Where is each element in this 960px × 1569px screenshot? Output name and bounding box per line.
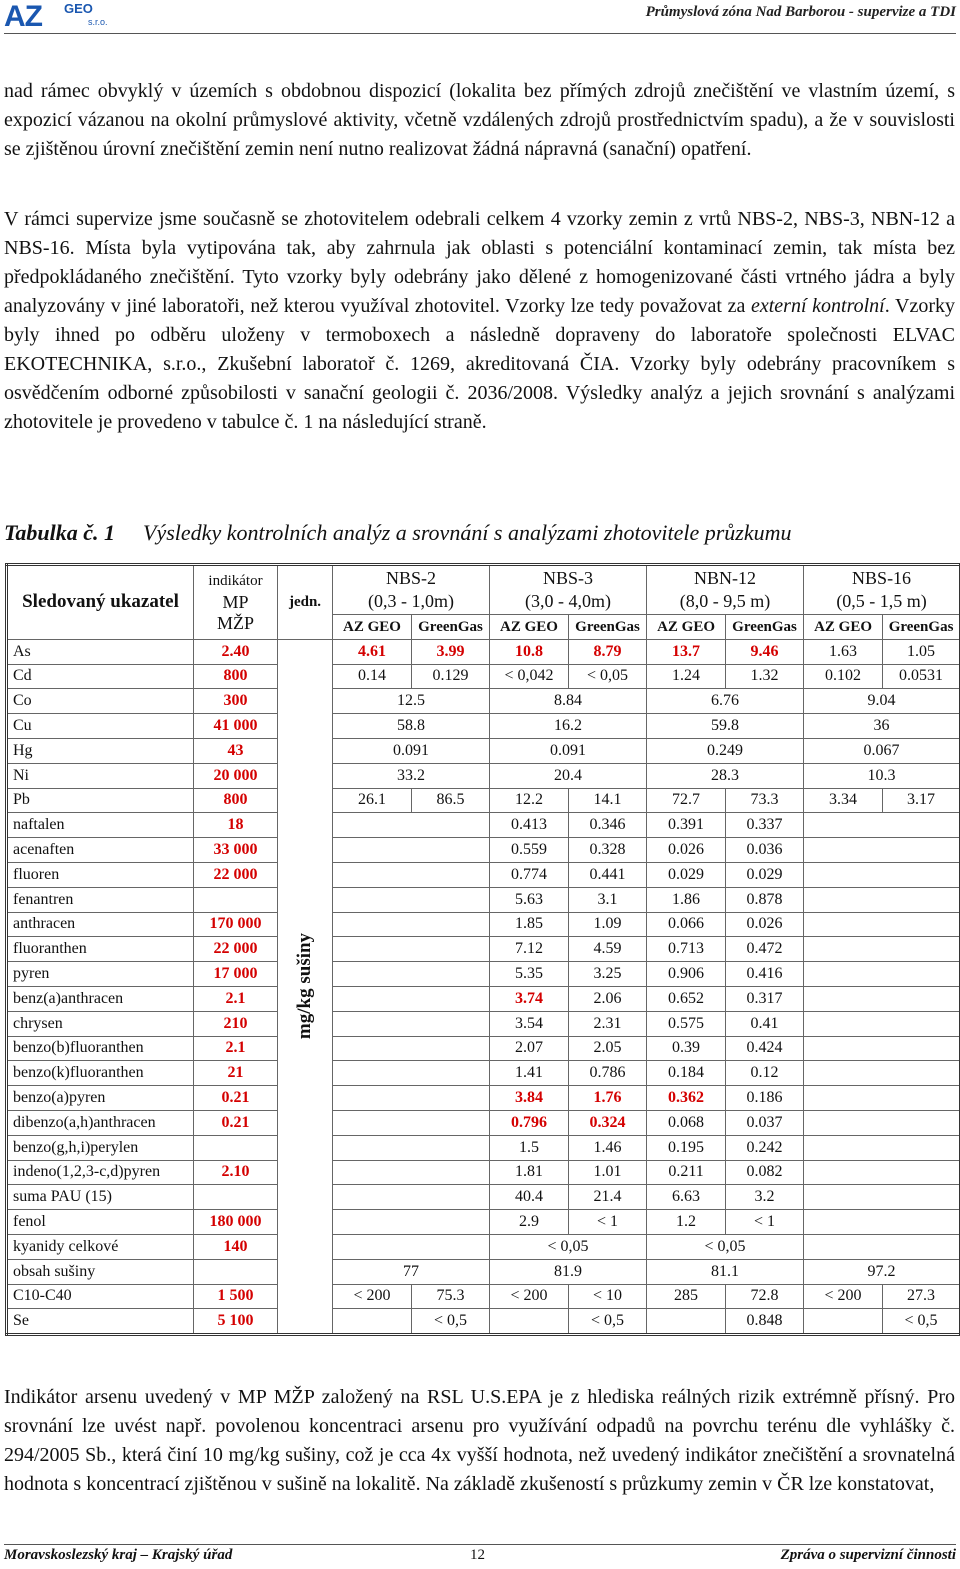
header-lab-greengas: GreenGas xyxy=(883,615,960,640)
parameter-name: benzo(k)fluoranthen xyxy=(7,1061,194,1086)
table-row xyxy=(7,788,960,813)
result-value: 75.3 xyxy=(412,1284,490,1309)
parameter-name: benzo(a)pyren xyxy=(7,1086,194,1111)
header-lab-greengas: GreenGas xyxy=(726,615,804,640)
result-value xyxy=(333,862,490,887)
result-value: 9.46 xyxy=(726,639,804,664)
indicator-limit xyxy=(194,1259,278,1284)
result-value: 5.35 xyxy=(490,962,569,987)
parameter-name: dibenzo(a,h)anthracen xyxy=(7,1110,194,1135)
parameter-name: kyanidy celkové xyxy=(7,1234,194,1259)
result-value xyxy=(647,1309,726,1335)
result-value: 0.026 xyxy=(647,838,726,863)
table-row xyxy=(7,838,960,863)
table-row xyxy=(7,1011,960,1036)
result-value: 3.34 xyxy=(804,788,883,813)
result-value: 0.39 xyxy=(647,1036,726,1061)
result-value: < 0,5 xyxy=(412,1309,490,1335)
result-value: 3.1 xyxy=(569,887,647,912)
result-value: 0.186 xyxy=(726,1086,804,1111)
result-value: 12.2 xyxy=(490,788,569,813)
result-value: 1.46 xyxy=(569,1135,647,1160)
result-value xyxy=(804,1135,960,1160)
page-number: 12 xyxy=(470,1547,485,1563)
result-value: 73.3 xyxy=(726,788,804,813)
paragraph-arsenic: Indikátor arsenu uvedený v MP MŽP založený na RSL U.S.EPA je z hlediska reálných rizik extrémně přísný. Pro srovnání lze uvést např. povolenou koncentraci arsenu pro využívání odpadů na povrchu terénu dle vyhlášky č. 294/2005 Sb., která činí 10 mg/kg sušiny, což je cca 4x vyšší hodnota, než uvedený indikátor znečištění a srovnatelná hodnota s koncentrací zjištěnou v sušině na lokalitě. Na základě zkušeností s průzkumy zemin v ČR lze konstatovat, xyxy=(4,1386,955,1495)
result-value xyxy=(804,1160,960,1185)
header-lab-greengas: GreenGas xyxy=(569,615,647,640)
table-row xyxy=(7,887,960,912)
result-value xyxy=(804,887,960,912)
result-value: 3.99 xyxy=(412,639,490,664)
result-value: 26.1 xyxy=(333,788,412,813)
result-value: 36 xyxy=(804,714,960,739)
indicator-limit: 22 000 xyxy=(194,937,278,962)
table-caption-label: Tabulka č. 1 xyxy=(4,520,116,545)
result-value: 2.9 xyxy=(490,1210,569,1235)
result-value: 0.413 xyxy=(490,813,569,838)
result-value: 0.346 xyxy=(569,813,647,838)
table-row xyxy=(7,738,960,763)
logo-main-text: AZ xyxy=(4,0,42,33)
result-value: < 1 xyxy=(726,1210,804,1235)
header-indicator xyxy=(194,565,278,640)
well-name: NBS-16 xyxy=(852,568,912,588)
indicator-limit: 20 000 xyxy=(194,763,278,788)
parameter-name: benz(a)anthracen xyxy=(7,986,194,1011)
parameter-name: fluoranthen xyxy=(7,937,194,962)
header-divider xyxy=(4,33,956,34)
result-value: 40.4 xyxy=(490,1185,569,1210)
result-value: < 1 xyxy=(569,1210,647,1235)
result-value: 0.848 xyxy=(726,1309,804,1335)
parameter-name: benzo(b)fluoranthen xyxy=(7,1036,194,1061)
table-row xyxy=(7,1160,960,1185)
result-value: 0.068 xyxy=(647,1110,726,1135)
table-row xyxy=(7,664,960,689)
result-value xyxy=(804,937,960,962)
result-value: 1.63 xyxy=(804,639,883,664)
paragraph-supervision-emphasis: externí kontrolní xyxy=(750,295,885,317)
header-lab-greengas: GreenGas xyxy=(412,615,490,640)
result-value: < 0,05 xyxy=(490,1234,647,1259)
well-depth: (0,3 - 1,0m) xyxy=(368,591,454,611)
result-value xyxy=(333,1135,490,1160)
result-value: 5.63 xyxy=(490,887,569,912)
result-value: < 200 xyxy=(333,1284,412,1309)
logo-geo-text: GEO xyxy=(64,1,93,16)
parameter-name: fluoren xyxy=(7,862,194,887)
result-value: 2.07 xyxy=(490,1036,569,1061)
result-value: 10.8 xyxy=(490,639,569,664)
company-logo xyxy=(4,0,108,33)
logo-sro-text: s.r.o. xyxy=(88,17,108,27)
table-row xyxy=(7,986,960,1011)
header-indicator-line2: MP xyxy=(222,591,249,612)
result-value: 3.54 xyxy=(490,1011,569,1036)
table-row xyxy=(7,1234,960,1259)
table-row xyxy=(7,1284,960,1309)
indicator-limit: 17 000 xyxy=(194,962,278,987)
result-value: 0.029 xyxy=(647,862,726,887)
table-row xyxy=(7,689,960,714)
table-row xyxy=(7,813,960,838)
result-value: 0.362 xyxy=(647,1086,726,1111)
header-indicator-line1: indikátor xyxy=(208,572,263,589)
result-value: 6.63 xyxy=(647,1185,726,1210)
parameter-name: C10-C40 xyxy=(7,1284,194,1309)
result-value xyxy=(804,1110,960,1135)
result-value: 3.74 xyxy=(490,986,569,1011)
table-row xyxy=(7,763,960,788)
indicator-limit: 41 000 xyxy=(194,714,278,739)
table-row xyxy=(7,937,960,962)
table-row xyxy=(7,1210,960,1235)
result-value xyxy=(804,838,960,863)
results-table xyxy=(5,563,960,1336)
result-value: 0.102 xyxy=(804,664,883,689)
result-value: 4.59 xyxy=(569,937,647,962)
result-value xyxy=(804,1309,883,1335)
result-value: 0.036 xyxy=(726,838,804,863)
result-value: 0.391 xyxy=(647,813,726,838)
indicator-limit: 2.1 xyxy=(194,1036,278,1061)
parameter-name: fenantren xyxy=(7,887,194,912)
result-value: 0.211 xyxy=(647,1160,726,1185)
header-title: Průmyslová zóna Nad Barborou - supervize a TDI xyxy=(645,4,956,20)
result-value: 0.878 xyxy=(726,887,804,912)
result-value: 86.5 xyxy=(412,788,490,813)
header-lab-azgeo: AZ GEO xyxy=(647,615,726,640)
result-value: 0.652 xyxy=(647,986,726,1011)
indicator-limit: 0.21 xyxy=(194,1086,278,1111)
result-value: 3.2 xyxy=(726,1185,804,1210)
indicator-limit: 0.21 xyxy=(194,1110,278,1135)
result-value: 1.24 xyxy=(647,664,726,689)
result-value: 21.4 xyxy=(569,1185,647,1210)
parameter-name: naftalen xyxy=(7,813,194,838)
table-row xyxy=(7,1110,960,1135)
parameter-name: Cu xyxy=(7,714,194,739)
indicator-limit: 210 xyxy=(194,1011,278,1036)
parameter-name: chrysen xyxy=(7,1011,194,1036)
indicator-limit: 22 000 xyxy=(194,862,278,887)
table-row xyxy=(7,639,960,664)
parameter-name: Pb xyxy=(7,788,194,813)
result-value xyxy=(804,813,960,838)
result-value: 0.184 xyxy=(647,1061,726,1086)
result-value: < 200 xyxy=(490,1284,569,1309)
result-value: 0.328 xyxy=(569,838,647,863)
result-value: 16.2 xyxy=(490,714,647,739)
parameter-name: Co xyxy=(7,689,194,714)
result-value: < 0,042 xyxy=(490,664,569,689)
result-value: 3.17 xyxy=(883,788,960,813)
result-value: 72.8 xyxy=(726,1284,804,1309)
parameter-name: Cd xyxy=(7,664,194,689)
result-value: 0.037 xyxy=(726,1110,804,1135)
result-value: 58.8 xyxy=(333,714,490,739)
result-value xyxy=(333,986,490,1011)
parameter-name: acenaften xyxy=(7,838,194,863)
result-value: 0.317 xyxy=(726,986,804,1011)
header-unit: jedn. xyxy=(278,565,333,640)
result-value: 72.7 xyxy=(647,788,726,813)
result-value xyxy=(333,1036,490,1061)
result-value xyxy=(333,1011,490,1036)
result-value: 12.5 xyxy=(333,689,490,714)
result-value: 0.337 xyxy=(726,813,804,838)
result-value: 2.06 xyxy=(569,986,647,1011)
result-value: 0.066 xyxy=(647,912,726,937)
result-value: 0.067 xyxy=(804,738,960,763)
result-value: 10.3 xyxy=(804,763,960,788)
unit-cell xyxy=(278,639,333,1334)
result-value: 0.195 xyxy=(647,1135,726,1160)
indicator-limit xyxy=(194,887,278,912)
unit-label: mg/kg sušiny xyxy=(294,933,315,1040)
result-value: 1.76 xyxy=(569,1086,647,1111)
parameter-name: benzo(g,h,i)perylen xyxy=(7,1135,194,1160)
table-caption xyxy=(4,520,792,546)
result-value: 1.01 xyxy=(569,1160,647,1185)
result-value: 0.786 xyxy=(569,1061,647,1086)
result-value: 9.04 xyxy=(804,689,960,714)
result-value xyxy=(804,1185,960,1210)
results-table-body xyxy=(7,639,960,1334)
header-lab-azgeo: AZ GEO xyxy=(333,615,412,640)
well-name: NBS-2 xyxy=(386,568,437,588)
result-value: 4.61 xyxy=(333,639,412,664)
indicator-limit xyxy=(194,1185,278,1210)
paragraph-intro: nad rámec obvyklý v územích s obdobnou dispozicí (lokalita bez přímých zdrojů znečištění ve vlastním území, s expozicí vázanou na okolní průmyslové aktivity, včetně vzdálených zdrojů prostřednictvím spadu), a že v souvislosti se zjištěnou úrovní znečištění zemin není nutno realizovat žádná nápravná (sanační) opatření. xyxy=(4,80,955,160)
indicator-limit: 2.10 xyxy=(194,1160,278,1185)
parameter-name: As xyxy=(7,639,194,664)
result-value: 6.76 xyxy=(647,689,804,714)
result-value: 3.25 xyxy=(569,962,647,987)
header-well-nbs3 xyxy=(490,565,647,615)
parameter-name: Hg xyxy=(7,738,194,763)
indicator-limit: 33 000 xyxy=(194,838,278,863)
footer-left: Moravskoslezský kraj – Krajský úřad xyxy=(4,1547,233,1563)
result-value: < 200 xyxy=(804,1284,883,1309)
header-well-nbs2 xyxy=(333,565,490,615)
indicator-limit: 800 xyxy=(194,788,278,813)
result-value: 3.84 xyxy=(490,1086,569,1111)
result-value xyxy=(333,1160,490,1185)
result-value: 1.09 xyxy=(569,912,647,937)
result-value: < 0,5 xyxy=(883,1309,960,1335)
result-value: 97.2 xyxy=(804,1259,960,1284)
parameter-name: Ni xyxy=(7,763,194,788)
result-value: 0.029 xyxy=(726,862,804,887)
header-well-nbn12 xyxy=(647,565,804,615)
result-value: 0.41 xyxy=(726,1011,804,1036)
result-value: 0.441 xyxy=(569,862,647,887)
result-value: 7.12 xyxy=(490,937,569,962)
table-row xyxy=(7,1185,960,1210)
result-value: < 10 xyxy=(569,1284,647,1309)
result-value: 20.4 xyxy=(490,763,647,788)
result-value: 77 xyxy=(333,1259,490,1284)
parameter-name: suma PAU (15) xyxy=(7,1185,194,1210)
header-parameter: Sledovaný ukazatel xyxy=(7,565,194,640)
indicator-limit: 1 500 xyxy=(194,1284,278,1309)
result-value: 2.05 xyxy=(569,1036,647,1061)
result-value: 0.14 xyxy=(333,664,412,689)
result-value xyxy=(804,1036,960,1061)
result-value xyxy=(490,1309,569,1335)
result-value: 0.082 xyxy=(726,1160,804,1185)
indicator-limit: 800 xyxy=(194,664,278,689)
result-value: 0.575 xyxy=(647,1011,726,1036)
result-value: 1.2 xyxy=(647,1210,726,1235)
header-lab-azgeo: AZ GEO xyxy=(490,615,569,640)
result-value: 0.026 xyxy=(726,912,804,937)
parameter-name: pyren xyxy=(7,962,194,987)
result-value: 0.774 xyxy=(490,862,569,887)
result-value xyxy=(333,1309,412,1335)
result-value: 0.713 xyxy=(647,937,726,962)
result-value xyxy=(333,912,490,937)
result-value: 8.84 xyxy=(490,689,647,714)
well-depth: (8,0 - 9,5 m) xyxy=(679,591,771,611)
table-caption-text: Výsledky kontrolních analýz a srovnání s analýzami zhotovitele průzkumu xyxy=(143,520,792,545)
result-value: 0.324 xyxy=(569,1110,647,1135)
table-row xyxy=(7,1309,960,1335)
indicator-limit: 140 xyxy=(194,1234,278,1259)
footer-right: Zpráva o supervizní činnosti xyxy=(780,1547,956,1563)
table-row xyxy=(7,1259,960,1284)
result-value xyxy=(804,1011,960,1036)
parameter-name: obsah sušiny xyxy=(7,1259,194,1284)
result-value: 2.31 xyxy=(569,1011,647,1036)
result-value xyxy=(333,887,490,912)
result-value: 81.1 xyxy=(647,1259,804,1284)
result-value: 1.05 xyxy=(883,639,960,664)
result-value: 1.85 xyxy=(490,912,569,937)
result-value: 14.1 xyxy=(569,788,647,813)
result-value xyxy=(333,1110,490,1135)
indicator-limit: 180 000 xyxy=(194,1210,278,1235)
result-value: 0.129 xyxy=(412,664,490,689)
result-value xyxy=(804,962,960,987)
result-value: 0.559 xyxy=(490,838,569,863)
result-value: 0.091 xyxy=(333,738,490,763)
indicator-limit xyxy=(194,1135,278,1160)
indicator-limit: 2.40 xyxy=(194,639,278,664)
result-value: 0.906 xyxy=(647,962,726,987)
result-value: < 0,05 xyxy=(569,664,647,689)
indicator-limit: 170 000 xyxy=(194,912,278,937)
result-value: < 0,5 xyxy=(569,1309,647,1335)
well-depth: (3,0 - 4,0m) xyxy=(525,591,612,611)
paragraph-supervision-part-b: . Vzorky byly ihned po odběru uloženy v termoboxech a následně dopraveny do laboratoře společnosti ELVAC EKOTECHNIKA, s.r.o., Zkušební laboratoř č. 1269, akreditovaná ČIA. Vzorky byly odebrány pracovníkem s osvědčením odborné způsobilosti v sanační geologii č. 2036/2008. Výsledky analýz a jejich srovnání s analýzami zhotovitele je provedeno v tabulce č. 1 na následující straně. xyxy=(4,295,955,433)
paragraph-supervision-part-a: V rámci supervize jsme současně se zhotovitelem odebrali celkem 4 vzorky zemin z vrtů NBS-2, NBS-3, NBN-12 a NBS-16. Místa byla vytipována tak, aby zahrnula jak oblasti s potenciální kontaminací zemin, tak místa bez předpokládaného znečištění. Tyto vzorky byly odebrány jako dělené z homogenizované části vrtného jádra a byly analyzovány v jiné laboratoři, než kterou využíval zhotovitel. Vzorky lze tedy považovat za xyxy=(4,208,955,317)
table-row xyxy=(7,714,960,739)
indicator-limit: 2.1 xyxy=(194,986,278,1011)
result-value: 81.9 xyxy=(490,1259,647,1284)
result-value: 28.3 xyxy=(647,763,804,788)
well-name: NBS-3 xyxy=(543,568,594,588)
parameter-name: Se xyxy=(7,1309,194,1335)
header-lab-azgeo: AZ GEO xyxy=(804,615,883,640)
result-value: 0.416 xyxy=(726,962,804,987)
footer-divider xyxy=(4,1544,956,1545)
result-value: 8.79 xyxy=(569,639,647,664)
result-value xyxy=(333,1185,490,1210)
result-value xyxy=(333,1061,490,1086)
table-row xyxy=(7,1135,960,1160)
result-value xyxy=(804,986,960,1011)
result-value: 285 xyxy=(647,1284,726,1309)
result-value: 0.796 xyxy=(490,1110,569,1135)
result-value: 1.32 xyxy=(726,664,804,689)
result-value: 27.3 xyxy=(883,1284,960,1309)
well-depth: (0,5 - 1,5 m) xyxy=(836,591,927,611)
parameter-name: anthracen xyxy=(7,912,194,937)
result-value: 0.424 xyxy=(726,1036,804,1061)
table-row xyxy=(7,862,960,887)
table-row xyxy=(7,1036,960,1061)
result-value xyxy=(333,1234,490,1259)
parameter-name: fenol xyxy=(7,1210,194,1235)
table-row xyxy=(7,962,960,987)
indicator-limit: 43 xyxy=(194,738,278,763)
result-value xyxy=(804,1234,960,1259)
indicator-limit: 5 100 xyxy=(194,1309,278,1335)
header-indicator-line3: MŽP xyxy=(216,612,254,633)
header-well-nbs16 xyxy=(804,565,960,615)
result-value xyxy=(333,1210,490,1235)
result-value: 1.81 xyxy=(490,1160,569,1185)
result-value: 0.091 xyxy=(490,738,647,763)
result-value xyxy=(804,1210,960,1235)
result-value: 13.7 xyxy=(647,639,726,664)
result-value: 1.86 xyxy=(647,887,726,912)
result-value: 1.41 xyxy=(490,1061,569,1086)
result-value xyxy=(333,937,490,962)
result-value: 0.472 xyxy=(726,937,804,962)
result-value xyxy=(333,838,490,863)
result-value: 0.242 xyxy=(726,1135,804,1160)
result-value xyxy=(333,813,490,838)
well-name: NBN-12 xyxy=(694,568,757,588)
result-value xyxy=(804,1061,960,1086)
result-value: 59.8 xyxy=(647,714,804,739)
result-value xyxy=(804,912,960,937)
result-value xyxy=(804,862,960,887)
result-value xyxy=(804,1086,960,1111)
table-row xyxy=(7,1061,960,1086)
parameter-name: indeno(1,2,3-c,d)pyren xyxy=(7,1160,194,1185)
result-value: 0.12 xyxy=(726,1061,804,1086)
result-value: < 0,05 xyxy=(647,1234,804,1259)
paragraph-supervision xyxy=(4,205,955,437)
result-value: 0.0531 xyxy=(883,664,960,689)
indicator-limit: 300 xyxy=(194,689,278,714)
table-row xyxy=(7,1086,960,1111)
result-value: 1.5 xyxy=(490,1135,569,1160)
result-value xyxy=(333,1086,490,1111)
indicator-limit: 21 xyxy=(194,1061,278,1086)
result-value: 33.2 xyxy=(333,763,490,788)
indicator-limit: 18 xyxy=(194,813,278,838)
table-row xyxy=(7,912,960,937)
result-value xyxy=(333,962,490,987)
result-value: 0.249 xyxy=(647,738,804,763)
